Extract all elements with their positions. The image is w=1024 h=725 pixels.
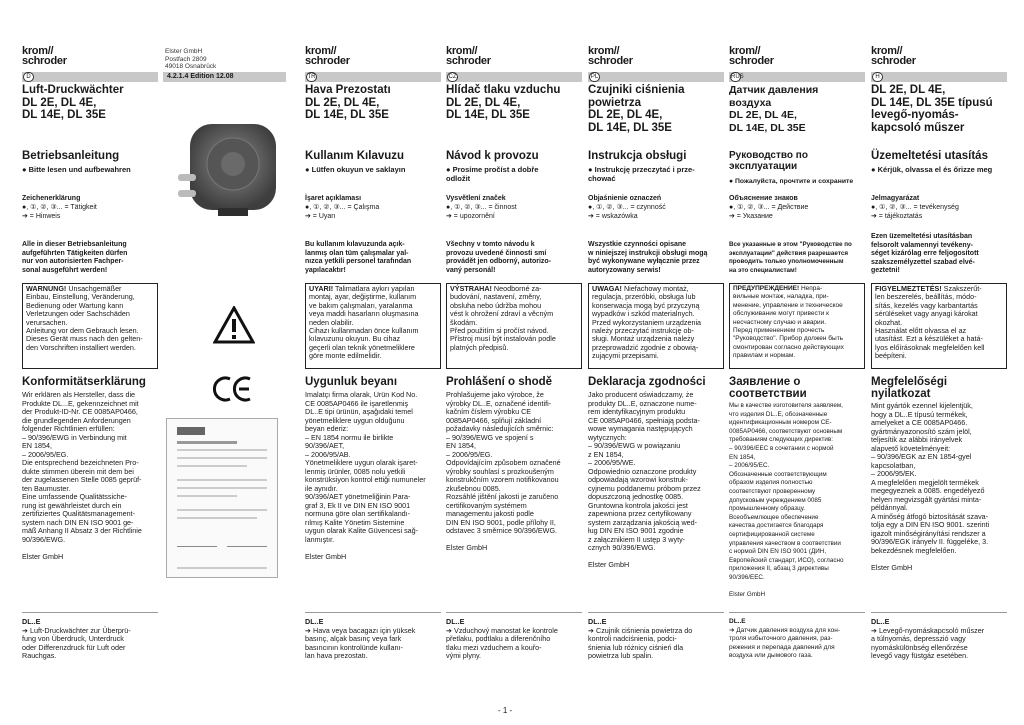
intro-text: Все указанные в этом "Руководстве по эксплуатации" действия разрешается проводить только уполномоченным на это специалистам! [729, 241, 852, 274]
read-note: ● Prosíme pročíst a dobře odložit [446, 165, 539, 183]
signs-heading: Jelmagyarázat [871, 195, 920, 202]
intro-text: Alle in dieser Betriebsanleitung aufgeführten Tätigkeiten dürfen nur von autorisierten Fachper- sonal ausgeführt werden! [22, 241, 128, 274]
conformity-heading: Deklaracja zgodności [588, 376, 706, 388]
manual-heading: Kullanım Kılavuzu [305, 150, 405, 162]
conformity-heading: Megfelelőségi nyilatkozat [871, 376, 948, 400]
conformity-heading: Prohlášení o shodě [446, 376, 553, 388]
brand-logo: krom// schroder [588, 45, 633, 67]
conformity-heading: Konformitätserklärung [22, 376, 146, 388]
footer-note: DL..E ➔ Vzduchový manostat ke kontrole přetlaku, podtlaku a diferenčního tlaku mezi vzduchem a kouřo- vými plyny. [446, 617, 558, 660]
page-title: Hava Prezostatı DL 2E, DL 4E, DL 14E, DL 35E [305, 84, 391, 121]
language-bar: H [871, 72, 1007, 82]
signs-legend: ●, ①, ②, ③... = tevékenység ➔ = tájékoztatás [871, 204, 959, 220]
certificate-image [166, 418, 278, 578]
warning-box: UWAGA! Niefachowy montaż, regulacja, przeróbki, obsługa lub konserwacja mogą być przyczyną wypadków i szkód materialnych. Przed wykorzystaniem urządzenia należy przeczytać instrukcję ob- sługi. Montaż urządzenia należy przeprowadzić zgodnie z obowią- zującymi przepisami. [588, 283, 724, 369]
footer-note: DL..E ➔ Levegő-nyomáskapcsoló műszer a túlnyomás, depresszió vagy nyomáskülönbség ellenőrzése levegő vagy füstgáz esetében. [871, 617, 985, 660]
intro-text: Wszystkie czynności opisane w niniejszej instrukcji obsługi mogą być wykonywane wyłącznie przez autoryzowany serwis! [588, 241, 708, 274]
brand-logo: krom// schroder [729, 45, 774, 67]
footer-note: DL..E ➔ Датчик давления воздуха для кон- троля избыточного давления, раз- режения и перепада давлений для воздуха или дымового газа. [729, 618, 841, 659]
warning-triangle-icon [213, 306, 255, 344]
page-title: Hlídač tlaku vzduchu DL 2E, DL 4E, DL 14E, DL 35E [446, 84, 561, 121]
conformity-text: İmalatçı firma olarak, Ürün Kod No. CE 0085AP0466 ile işaretlenmiş DL..E tipi ürünün, aşağıdaki temel yönetmeliklere uygun olduğunu beyan ederiz: – EN 1854 normu ile birlikte 90/396/AET, – 2006/95/AB. Yönetmeliklere uygun olarak işaret- lenmiş ürünler, 0085 nolu yetkili konstrüksiyon kontrol ettiği numuneler ile aynıdır. 90/396/AET yönetmeliğinin Para- graf 3, Ek II ve DIN EN ISO 9001 normuna göre olan sertifikalandı- rılmış Kalite Yönetim Sistemine uygun olarak Kalite Güvencesi sağ- lanmıştır. Elster GmbH [305, 391, 426, 561]
warning-box: UYARI! Talimatlara aykırı yapılan montaj, ayar, değiştirme, kullanım ve bakım çalışmaları, yaralanma veya maddi hasarların oluşmasına neden olabilir. Cihazı kullanmadan önce kullanım kılavuzunu okuyun. Bu cihaz geçerli olan teknik yönetmeliklere göre monte edilmelidir. [305, 283, 441, 369]
read-note: ● Lütfen okuyun ve saklayın [305, 165, 406, 174]
column-rus [729, 0, 867, 725]
signs-heading: İşaret açıklaması [305, 195, 362, 202]
warning-box: FIGYELMEZTETÉS! Szakszerűt- len beszerelés, beállítás, módo- sítás, kezelés vagy karbantartás sérüléseket vagy anyagi károkat okozhat. Használat előtt olvassa el az utasítást. Ezt a készüléket a hatá- lyos előírásoknak megfelelően kell beépíteni. [871, 283, 1007, 369]
intro-text: Všechny v tomto návodu k provozu uvedené činnosti smí provádět jen odborný, autorizo- vaný personál! [446, 241, 552, 274]
page-title: Czujniki ciśnienia powietrza DL 2E, DL 4E, DL 14E, DL 35E [588, 84, 685, 134]
edition-label: 4.2.1.4 Edition 12.08 [163, 72, 286, 82]
page-number: - 1 - [498, 706, 513, 715]
page-title: DL 2E, DL 4E, DL 14E, DL 35E típusú levegő-nyomás- kapcsoló műszer [871, 84, 993, 134]
brand-logo: krom// schroder [871, 45, 916, 67]
conformity-text: Jako producent oświadczamy, że produkty DL..E, oznaczone nume- rem identyfikacyjnym produktu CE 0085AP0466, spełniają podsta- wowe wymagania następujących wytycznych: – 90/396/EWG w powiązaniu z EN 1854, – 2006/95/WE. Odpowiednio oznaczone produkty odpowiadają wzorowi konstruk- cyjnemu poddanemu próbom przez dopuszczoną jednostkę 0085. Gruntowna kontrola jakości jest zapewniona przez certyfikowany system zarządzania jakością wed- ług DIN EN ISO 9001 zgodnie z załącznikiem II ustęp 3 wyty- cznych 90/396/EWG. Elster GmbH [588, 391, 701, 569]
conformity-text: Мы в качестве изготовителя заявляем, что изделия DL..E, обозначенные идентификационным номером CE- 0085AP0466, соответствуют основным требованиям следующих директив: – 90/396/EEC в сочетании с нормой EN 1854, – 2006/95/EC. Обозначенные соответствующим образом изделия полностью соответствуют проверенному допусковым учреждением 0085 промышленному образцу. Всеобъемлющее обеспечение качества достигается благодаря сертифицированной системе управления качеством в соответствии с нормой DIN EN ISO 9001 (ДИН, Европейский стандарт, ИСО), согласно приложения II, абзац 3 директивы 90/396/EEC. Elster GmbH [729, 402, 844, 599]
divider [305, 612, 441, 613]
signs-legend: ●, ①, ②, ③... = Çalışma ➔ = Uyarı [305, 204, 380, 220]
intro-text: Bu kullanım kılavuzunda açık- lanmış olan tüm çalışmalar yal- nızca yetkili personel tarafından yapılacaktır! [305, 241, 412, 274]
conformity-text: Wir erklären als Hersteller, dass die Produkte DL...E, gekennzeichnet mit der Produkt-ID-Nr. CE 0085AP0466, die grundlegenden Anforderungen folgender Richtlinien erfüllen: – 90/396/EWG in Verbindung mit EN 1854, – 2006/95/EG. Die entsprechend bezeichneten Pro- dukte stimmen überein mit dem bei der zugelassenen Stelle 0085 geprüf- ten Baumuster. Eine umfassende Qualitätssiche- rung ist gewährleistet durch ein zertifiziertes Qualitätsmanagement- system nach DIN EN ISO 9001 ge- mäß Anhang II Absatz 3 der Richtlinie 90/396/EWG. Elster GmbH [22, 391, 142, 561]
signs-legend: ●, ①, ②, ③... = Действие ➔ = Указание [729, 204, 809, 220]
read-note: ● Kérjük, olvassa el és őrizze meg [871, 165, 993, 174]
divider [446, 612, 582, 613]
conformity-text: Mint gyártók ezennel kijelentjük, hogy a DL..E típusú termékek, amelyeket a CE 0085AP0466. gyártmányazonosító szám jelöl, teljesítik az alábbi irányelvek alapvető követelményeit: – 90/396/EGK az EN 1854-gyel kapcsolatban, – 2006/95/EK. A megfelelően megjelölt termékek megegyeznek a 0085. engedélyező helyen megvizsgált gyártási minta- példánnyal. A minőség átfogó biztosítását szava- tolja egy a DIN EN ISO 9001. szerinti igazolt minőségirányítási rendszer a 90/396/EGK irányelv II. függeléke, 3. bekezdésnek megfelelően. Elster GmbH [871, 402, 990, 572]
column-cz [446, 0, 584, 725]
footer-note: DL..E ➔ Hava veya bacagazı için yüksek basınç, alçak basınç veya fark basıncının kontrolünde kullanı- lan hava prezostatı. [305, 617, 416, 660]
language-bar: RUS [729, 72, 865, 82]
manual-heading: Руководство по эксплуатации [729, 150, 808, 172]
language-bar: CZ [446, 72, 582, 82]
divider [729, 612, 865, 613]
manual-heading: Instrukcja obsługi [588, 150, 687, 162]
signs-legend: ●, ①, ②, ③... = činnost ➔ = upozornění [446, 204, 517, 220]
conformity-heading: Заявление о соответствии [729, 376, 807, 400]
ce-mark-icon [212, 375, 254, 403]
read-note: ● Пожалуйста, прочтите и сохраните [729, 178, 854, 185]
pressure-switch-photo [178, 112, 288, 222]
language-bar: PL [588, 72, 724, 82]
page-title: Датчик давления воздуха DL 2E, DL 4E, DL 14E, DL 35E [729, 84, 819, 134]
footer-note: DL..E ➔ Czujnik ciśnienia powietrza do kontroli nadciśnienia, podci- śnienia lub różnicy ciśnień dla powietrza lub spalin. [588, 617, 693, 660]
page-title: Luft-Druckwächter DL 2E, DL 4E, DL 14E, DL 35E [22, 84, 124, 121]
conformity-heading: Uygunluk beyanı [305, 376, 398, 388]
column-tr [305, 0, 443, 725]
signs-heading: Объяснение знаков [729, 195, 798, 202]
warning-box: VÝSTRAHA! Neodborné za- budování, nastavení, změny, obsluha nebo údržba mohou vést k ohrožení zdraví a věcným škodám. Před použitím si pročíst návod. Přístroj musí být instalován podle platných předpisů. [446, 283, 582, 369]
intro-text: Ezen üzemeltetési utasításban felsorolt valamennyi tevékeny- séget kizárólag erre feljogosított szakszemélyzettel szabad elvé- geztetni! [871, 233, 979, 274]
brand-logo: krom// schroder [22, 45, 67, 67]
divider [588, 612, 724, 613]
divider [871, 612, 1007, 613]
read-note: ● Instrukcję przeczytać i prze- chować [588, 165, 695, 183]
read-note: ● Bitte lesen und aufbewahren [22, 165, 131, 174]
warning-box: ПРЕДУПРЕЖДЕНИЕ! Непра- вильные монтаж, наладка, при- менение, управление и техническое обслуживание могут привести к несчастному случаю и аварии. Перед применением прочесть "Руководство". Прибор должен быть смонтирован согласно действующих правилам и нормам. [729, 283, 865, 369]
column-de [0, 0, 160, 725]
signs-heading: Objaśnienie oznaczeń [588, 195, 662, 202]
language-bar: D [22, 72, 158, 82]
signs-legend: ●, ①, ②, ③... = Tätigkeit ➔ = Hinweis [22, 204, 97, 220]
footer-note: DL..E ➔ Luft-Druckwächter zur Überprü- fung von Überdruck, Unterdruck oder Differenzdruck für Luft oder Rauchgas. [22, 617, 131, 660]
language-bar: TR [305, 72, 441, 82]
manual-heading: Üzemeltetési utasítás [871, 150, 988, 162]
signs-legend: ●, ①, ②, ③... = czynność ➔ = wskazówka [588, 204, 666, 220]
conformity-text: Prohlašujeme jako výrobce, že výrobky DL..E, označené identifi- kačním číslem výrobku CE 0085AP0466, splňují základní požadavky následujících směrnic: – 90/396/EWG ve spojení s EN 1854, – 2006/95/EG. Odpovídajícím způsobem označené výrobky souhlasí s prozkoušeným konstrukčním vzorem notifikovanou zkušebnou 0085. Rozsáhlé jištění jakosti je zaručeno certifikovaným systémem managementu jakosti podle DIN EN ISO 9001, podle přílohy II, odstavec 3 směrnice 90/396/EWG. Elster GmbH [446, 391, 561, 552]
manual-heading: Betriebsanleitung [22, 150, 120, 162]
manual-heading: Návod k provozu [446, 150, 539, 162]
divider [22, 612, 158, 613]
column-h [871, 0, 1009, 725]
brand-logo: krom// schroder [305, 45, 350, 67]
sender-address: Elster GmbH Postfach 2809 49018 Osnabrück [165, 48, 217, 70]
signs-heading: Vysvětlení značek [446, 195, 506, 202]
warning-box: WARNUNG! Unsachgemäßer Einbau, Einstellung, Veränderung, Bedienung oder Wartung kann Verletzungen oder Sachschäden verursachen. Anleitung vor dem Gebrauch lesen. Dieses Gerät muss nach den gelten- den Vorschriften installiert werden. [22, 283, 158, 369]
brand-logo: krom// schroder [446, 45, 491, 67]
signs-heading: Zeichenerklärung [22, 195, 81, 202]
column-pl [588, 0, 726, 725]
